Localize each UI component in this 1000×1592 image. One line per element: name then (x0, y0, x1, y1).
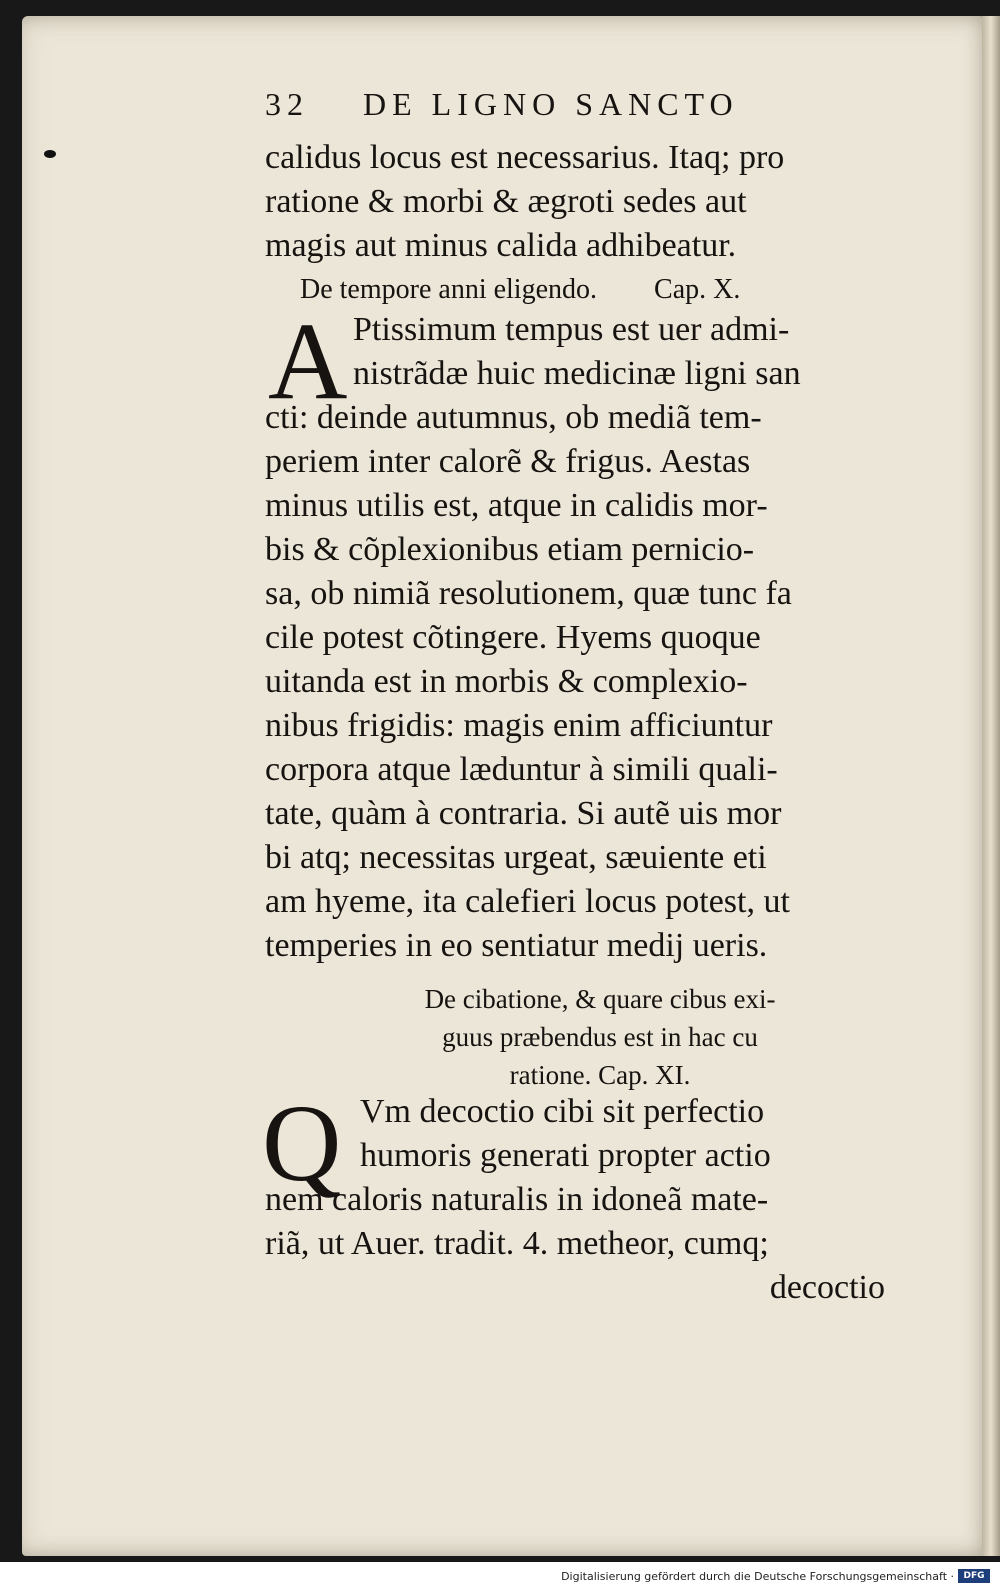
chapter-heading-xi (340, 980, 860, 1094)
text-line: sa, ob nimiã resolutionem, quæ tunc fa (265, 575, 792, 612)
text-line: Vm decoctio cibi sit perfectio (360, 1093, 765, 1130)
chapter-title-line: ratione. Cap. XI. (509, 1060, 691, 1090)
drop-cap-q: Q (262, 1082, 342, 1204)
drop-cap-a: A (268, 300, 348, 422)
text-line: magis aut minus calida adhibeatur. (265, 227, 737, 264)
text-line: am hyeme, ita calefieri locus potest, ut (265, 883, 790, 920)
chapter-title-line: guus præbendus est in hac cu (442, 1022, 758, 1052)
text-line: bis & cõplexionibus etiam pernicio- (265, 531, 755, 568)
text-line: ratione & morbi & ægroti sedes aut (265, 183, 747, 220)
dfg-logo: DFG (958, 1569, 990, 1583)
text-line: uitanda est in morbis & complexio- (265, 663, 748, 700)
text-block-3 (265, 1090, 885, 1310)
text-line: corpora atque læduntur à simili quali- (265, 751, 778, 788)
chapter-heading-x (300, 274, 860, 306)
chapter-number: Cap. X. (654, 274, 741, 305)
text-block-1 (265, 136, 885, 268)
text-line: cile potest cõtingere. Hyems quoque (265, 619, 761, 656)
text-line: nibus frigidis: magis enim afficiuntur (265, 707, 773, 744)
text-line: nem caloris naturalis in idoneã mate- (265, 1181, 769, 1218)
text-line: Ptissimum tempus est uer admi- (353, 311, 790, 348)
text-line: riã, ut Auer. tradit. 4. metheor, cumq; (265, 1225, 769, 1262)
text-line: temperies in eo sentiatur medij ueris. (265, 927, 768, 964)
page-number: 32 (265, 86, 309, 122)
text-line: minus utilis est, atque in calidis mor- (265, 487, 768, 524)
text-line: bi atq; necessitas urgeat, sæuiente eti (265, 839, 767, 876)
page-edge (982, 16, 1000, 1556)
catchword: decoctio (769, 1269, 885, 1306)
text-block-2 (265, 300, 885, 968)
ink-mark (44, 150, 56, 158)
running-header (265, 86, 885, 123)
digitization-footer (0, 1562, 1000, 1592)
text-line: humoris generati propter actio (360, 1137, 771, 1174)
text-line: calidus locus est necessarius. Itaq; pro (265, 139, 785, 176)
text-line: tate, quàm à contraria. Si autẽ uis mor (265, 795, 782, 832)
funding-credit: Digitalisierung gefördert durch die Deutsche Forschungsgemeinschaft · (561, 1570, 954, 1583)
text-line: nistrãdæ huic medicinæ ligni san (353, 355, 801, 392)
chapter-title: De tempore anni eligendo. (300, 274, 598, 305)
running-title: DE LIGNO SANCTO (363, 86, 739, 122)
text-line: cti: deinde autumnus, ob mediã tem- (265, 399, 762, 436)
text-line: periem inter calorẽ & frigus. Aestas (265, 443, 751, 480)
chapter-title-line: De cibatione, & quare cibus exi- (424, 984, 776, 1014)
